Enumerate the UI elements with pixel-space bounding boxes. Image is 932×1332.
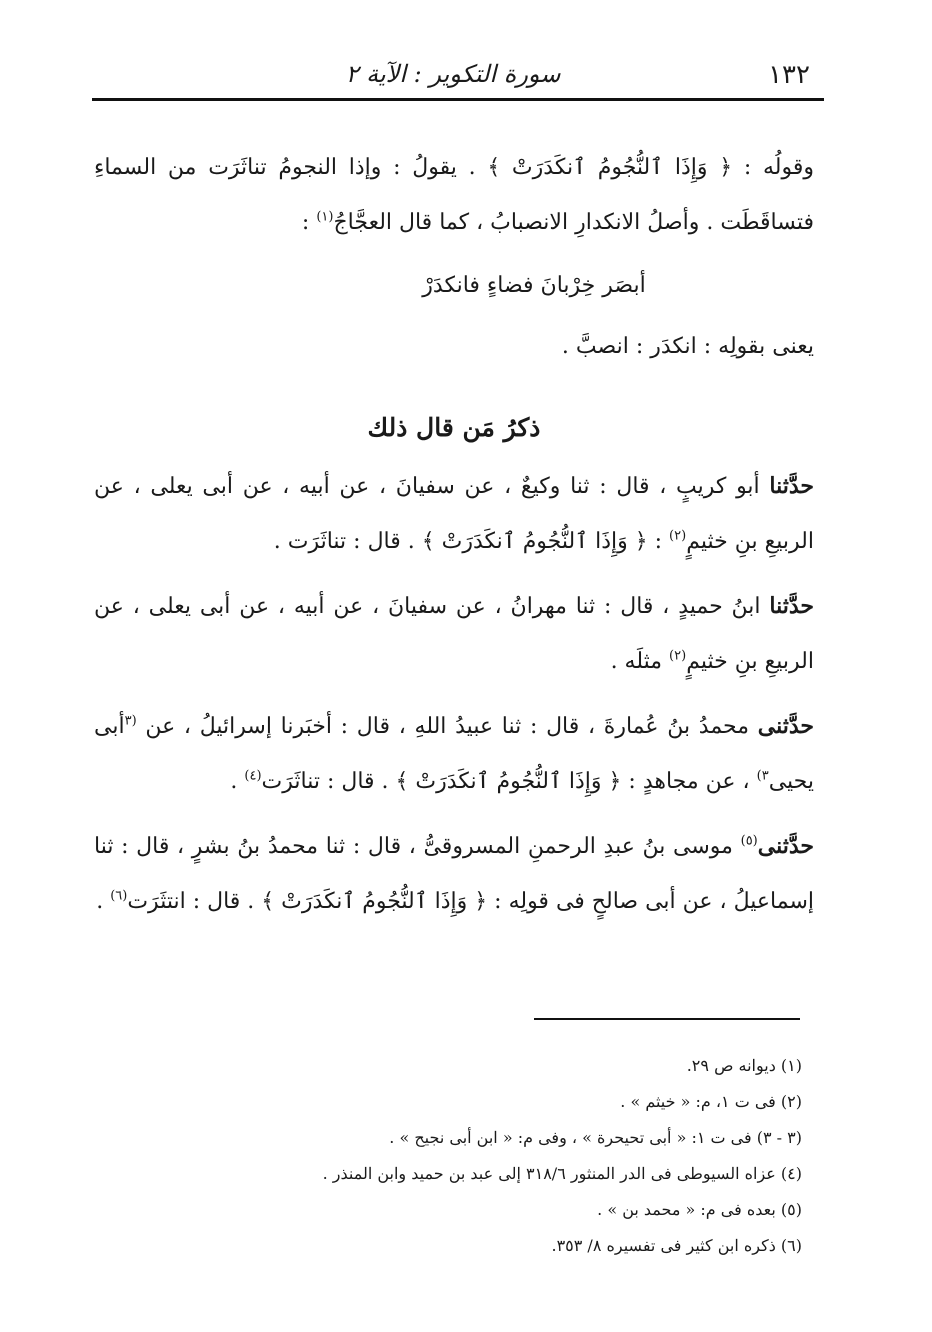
narration-lead: حدَّثنى (757, 833, 814, 859)
narration-3 (94, 699, 814, 809)
text-segment: : (647, 529, 670, 554)
narration-2 (94, 579, 814, 689)
narration-lead: حدَّثنى (757, 713, 814, 739)
text-segment: . (96, 889, 111, 914)
footnote-marker: ٣) (756, 768, 769, 784)
text-segment: . قال : انتثَرَت (127, 889, 262, 914)
footnote: (١) ديوانه ص ٢٩. (686, 1056, 802, 1075)
footnote-marker: (٤) (244, 768, 262, 784)
footnote-marker: (٥) (740, 833, 758, 849)
text-segment: ، عن مجاهدٍ : (621, 769, 757, 794)
section-heading: ذكرُ مَن قال ذلك (367, 413, 541, 442)
text-segment: أبى يحيى (94, 714, 814, 794)
header-rule (92, 98, 824, 101)
text-segment: . قال : تناثَرَت (261, 769, 396, 794)
text-segment: : (301, 210, 317, 235)
footnote: (٥) بعده فى م: « محمد بن » . (597, 1200, 802, 1219)
footnotes (240, 1048, 802, 1264)
footnote-marker: (١) (316, 209, 334, 225)
footnote-marker: (٦) (110, 888, 128, 904)
text-segment: موسى بنُ عبدِ الرحمنِ المسروقىُّ ، قال : ثنا محمدُ بنُ بشرٍ ، قال : ثنا إسماعيلُ ، عن أبى صالحٍ فى قولِه : (94, 834, 814, 914)
text-segment: . (230, 769, 245, 794)
quran-quote: ﴿ وَإِذَا ٱلنُّجُومُ ٱنكَدَرَتْ ﴾ (395, 769, 622, 794)
footnote: (٦) ذكره ابن كثير فى تفسيره ٨/ ٣٥٣. (551, 1236, 802, 1255)
page-number: ١٣٢ (768, 60, 810, 90)
page-header (92, 58, 814, 92)
footnote-marker: (٣ (124, 713, 137, 729)
footnote: (٤) عزاه السيوطى فى الدر المنثور ٣١٨/٦ إلى عبد بن حميد وابن المنذر . (322, 1164, 802, 1183)
quran-quote: ﴿ وَإِذَا ٱلنُّجُومُ ٱنكَدَرَتْ ﴾ (421, 529, 648, 554)
quran-quote: ﴿ وَإِذَا ٱلنُّجُومُ ٱنكَدَرَتْ ﴾ (487, 155, 733, 180)
footnote-rule (534, 1018, 800, 1020)
paragraph-commentary (94, 140, 814, 250)
narration-lead: حدَّثنا (769, 593, 814, 619)
text-segment: ابنُ حميدٍ ، قال : ثنا مهرانُ ، عن سفيانَ ، عن أبيه ، عن أبى يعلى ، عن الربيعِ بنِ خثيمٍ (94, 594, 814, 674)
text-segment: أبو كريبٍ ، قال : ثنا وكيعٌ ، عن سفيانَ ، عن أبيه ، عن أبى يعلى ، عن الربيعِ بنِ خثيمٍ (94, 474, 814, 554)
text-segment: . قال : تناثَرَت . (273, 529, 422, 554)
text-segment: . يقولُ : وإذا النجومُ تناثَرَت من السماءِ فتساقَطَت . وأصلُ الانكدارِ الانصبابُ ، كما قال العجَّاجُ (94, 155, 814, 235)
narration-lead: حدَّثنا (769, 473, 814, 499)
quran-quote: ﴿ وَإِذَا ٱلنُّجُومُ ٱنكَدَرَتْ ﴾ (261, 889, 488, 914)
narration-1 (94, 459, 814, 569)
text-segment: مثلَه . (610, 649, 670, 674)
text-segment: محمدُ بنُ عُمارةَ ، قال : ثنا عبيدُ اللهِ ، قال : أخبَرنا إسرائيلُ ، عن (136, 714, 758, 739)
running-title: سورة التكوير : الآية ٢ (345, 60, 561, 88)
footnote: (٣ - ٣) فى ت ١: « أبى تحيحرة » ، وفى م: « ابن أبى نجيح » . (389, 1128, 802, 1147)
main-text (94, 140, 814, 929)
footnote-marker: (٢) (669, 528, 687, 544)
narration-4 (94, 819, 814, 929)
paragraph-explanation: يعنى بقولِه : انكدَر : انصبَّ . (561, 334, 814, 359)
text-segment: وقولُه : (732, 155, 814, 180)
footnote: (٢) فى ت ١، م: « خيثم » . (620, 1092, 802, 1111)
footnote-marker: (٢) (669, 648, 687, 664)
poetry-verse: أبصَر خِرْبانَ فضاءٍ فانكدَرْ (422, 273, 646, 298)
